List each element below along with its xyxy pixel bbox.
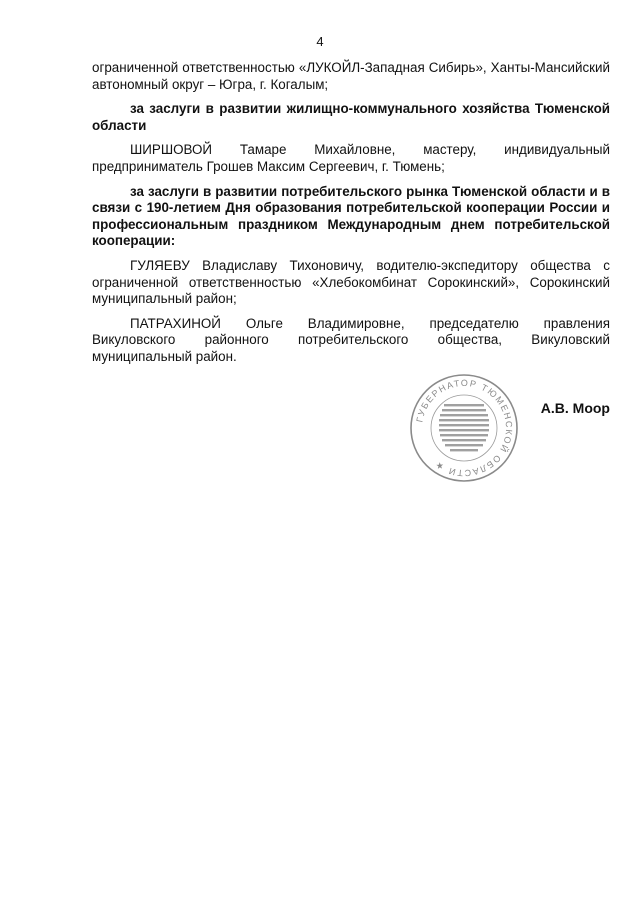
paragraph-awardee-shirshova: ШИРШОВОЙ Тамаре Михайловне, мастеру, индивидуальный предприниматель Грошев Максим Сергеевич, г. Тюмень;: [92, 142, 610, 174]
paragraph-1: ограниченной ответственностью «ЛУКОЙЛ-Западная Сибирь», Ханты-Мансийский автономный округ – Югра, г. Когалым;: [92, 60, 610, 92]
section-heading-housing: за заслуги в развитии жилищно-коммунального хозяйства Тюменской области: [92, 101, 610, 133]
document-body: [92, 60, 610, 366]
paragraph-awardee-patrakhina: ПАТРАХИНОЙ Ольге Владимировне, председателю правления Викуловского районного потребительского общества, Викуловский муниципальный район.: [92, 315, 610, 364]
paragraph-awardee-gulyaev: ГУЛЯЕВУ Владиславу Тихоновичу, водителю-экспедитору общества с ограниченной ответственностью «Хлебокомбинат Сорокинский», Сорокинский муниципальный район;: [92, 257, 610, 307]
signer-name: А.В. Моор: [540, 400, 610, 416]
signature-block: [408, 372, 618, 482]
official-seal-stamp: [408, 372, 520, 484]
svg-text:ГУБЕРНАТОР ТЮМЕНСКОЙ ОБЛАСТИ ★: ГУБЕРНАТОР ТЮМЕНСКОЙ ОБЛАСТИ ★: [414, 377, 515, 479]
page-number: 4: [316, 34, 324, 49]
section-heading-consumer-market: за заслуги в развитии потребительского рынка Тюменской области и в связи с 190-летием Дня образования потребительской кооперации России и профессиональным праздником Международным днем потребительской кооперации:: [92, 183, 610, 249]
